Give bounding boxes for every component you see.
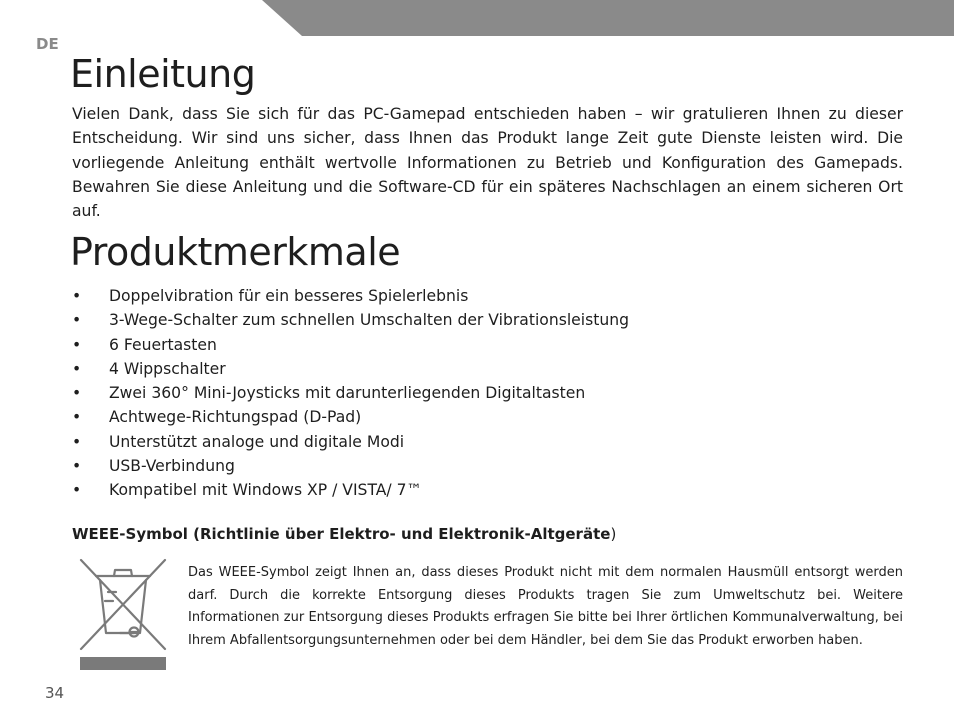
- bullet: •: [72, 335, 82, 354]
- weee-heading-end: ): [610, 525, 617, 543]
- feature-text: Zwei 360° Mini-Joysticks mit darunterliegenden Digitaltasten: [109, 384, 586, 403]
- feature-text: 4 Wippschalter: [109, 359, 226, 378]
- list-item: [72, 381, 629, 405]
- language-label: DE: [36, 35, 59, 53]
- bullet: •: [72, 481, 82, 500]
- list-item: [72, 333, 629, 357]
- weee-paragraph: Das WEEE-Symbol zeigt Ihnen an, dass dieses Produkt nicht mit dem normalen Hausmüll entsorgt werden darf. Durch die korrekte Entsorgung dieses Produkts tragen Sie zum Umweltschutz bei. Weitere Informationen zur Entsorgung dieses Produkts erfragen Sie bitte bei Ihrer örtlichen Kommunalverwaltung, bei Ihrem Abfallentsorgungsunternehmen oder bei dem Händler, bei dem Sie das Produkt erworben haben.: [188, 565, 903, 648]
- list-item: [72, 454, 629, 478]
- feature-text: 6 Feuertasten: [109, 335, 217, 354]
- bullet: •: [72, 384, 82, 403]
- feature-text: Doppelvibration für ein besseres Spielerlebnis: [109, 287, 469, 305]
- intro-heading: Einleitung: [70, 52, 256, 96]
- crossed-out-wheelie-bin-icon: [78, 557, 168, 672]
- bullet: •: [72, 359, 82, 378]
- bullet: •: [72, 432, 82, 451]
- bullet: •: [72, 408, 82, 427]
- list-item: [72, 284, 629, 308]
- feature-text: Kompatibel mit Windows XP / VISTA/ 7™: [109, 481, 423, 500]
- list-item: [72, 357, 629, 381]
- bullet: •: [72, 457, 82, 476]
- bullet: •: [72, 311, 82, 330]
- feature-list: [72, 284, 629, 503]
- feature-text: USB-Verbindung: [109, 457, 235, 476]
- feature-text: Achtwege-Richtungspad (D-Pad): [109, 408, 362, 427]
- list-item: [72, 430, 629, 454]
- intro-paragraph: Vielen Dank, dass Sie sich für das PC-Gamepad entschieden haben – wir gratulieren Ihnen zu dieser Entscheidung. Wir sind uns sicher, dass Ihnen das Produkt lange Zeit gute Dienste leisten wird. Die vorliegende Anleitung enthält wertvolle Informationen zu Betrieb und Konfiguration des Gamepads. Bewahren Sie diese Anleitung und die Software-CD für ein späteres Nachschlagen an einem sicheren Ort auf.: [72, 105, 903, 221]
- list-item: [72, 405, 629, 429]
- weee-heading: [72, 525, 616, 543]
- page-number: 34: [45, 684, 65, 702]
- list-item: [72, 308, 629, 332]
- features-heading: Produktmerkmale: [70, 230, 401, 274]
- feature-text: Unterstützt analoge und digitale Modi: [109, 432, 405, 451]
- bullet: •: [72, 287, 82, 305]
- header-decoration-bar: [262, 0, 954, 36]
- feature-text: 3-Wege-Schalter zum schnellen Umschalten der Vibrationsleistung: [109, 311, 629, 330]
- list-item: [72, 478, 629, 502]
- weee-heading-bold: WEEE-Symbol (Richtlinie über Elektro- und Elektronik-Altgeräte: [72, 525, 611, 543]
